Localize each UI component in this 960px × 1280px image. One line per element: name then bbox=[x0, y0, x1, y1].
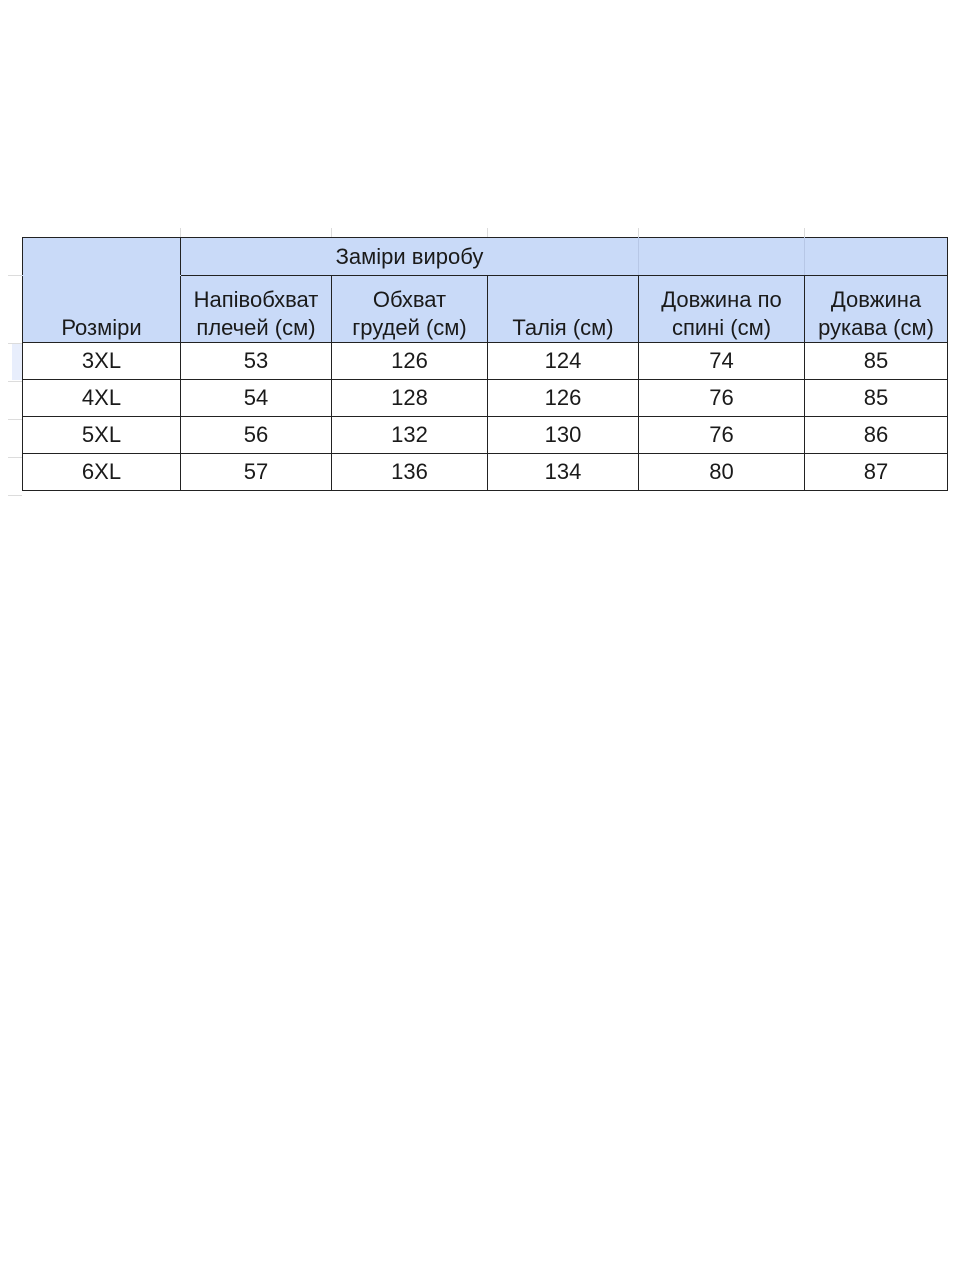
column-header-line: Талія (см) bbox=[512, 315, 614, 340]
table-cell[interactable]: 5XL bbox=[23, 417, 181, 454]
table-cell[interactable]: 87 bbox=[805, 454, 948, 491]
header-empty-cell[interactable] bbox=[639, 238, 805, 276]
table-cell[interactable]: 56 bbox=[181, 417, 332, 454]
group-header-row bbox=[23, 238, 948, 276]
column-header-line: рукава (см) bbox=[818, 315, 934, 340]
column-header-line: Довжина bbox=[830, 287, 922, 312]
table-cell[interactable]: 134 bbox=[488, 454, 639, 491]
column-header-shoulders[interactable] bbox=[181, 276, 332, 343]
table-cell[interactable]: 76 bbox=[639, 417, 805, 454]
group-header-cell[interactable] bbox=[181, 238, 639, 276]
column-header-line: Напівобхват bbox=[193, 287, 319, 312]
table-cell[interactable]: 130 bbox=[488, 417, 639, 454]
table-row bbox=[23, 417, 948, 454]
table-row bbox=[23, 454, 948, 491]
table-cell[interactable]: 80 bbox=[639, 454, 805, 491]
table-row bbox=[23, 343, 948, 380]
table-cell[interactable]: 128 bbox=[332, 380, 488, 417]
column-header-line: спині (см) bbox=[671, 315, 772, 340]
table-cell[interactable]: 53 bbox=[181, 343, 332, 380]
grid-tick bbox=[8, 495, 22, 496]
header-corner-cell[interactable] bbox=[23, 238, 181, 276]
table-cell[interactable]: 57 bbox=[181, 454, 332, 491]
header-empty-cell[interactable] bbox=[805, 238, 948, 276]
size-chart-table bbox=[22, 237, 948, 491]
column-header-sleeve-length[interactable] bbox=[805, 276, 948, 343]
column-header-back-length[interactable] bbox=[639, 276, 805, 343]
table-cell[interactable]: 76 bbox=[639, 380, 805, 417]
column-header-row bbox=[23, 276, 948, 343]
table-cell[interactable]: 3XL bbox=[23, 343, 181, 380]
column-header-line: плечей (см) bbox=[196, 315, 316, 340]
table-cell[interactable]: 85 bbox=[805, 343, 948, 380]
table-cell[interactable]: 126 bbox=[488, 380, 639, 417]
table-cell[interactable]: 136 bbox=[332, 454, 488, 491]
table-cell[interactable]: 6XL bbox=[23, 454, 181, 491]
table-cell[interactable]: 124 bbox=[488, 343, 639, 380]
column-header-line: грудей (см) bbox=[352, 315, 467, 340]
column-header-line: Розміри bbox=[61, 315, 142, 340]
selected-row-indicator bbox=[12, 344, 22, 380]
table-cell[interactable]: 132 bbox=[332, 417, 488, 454]
column-header-chest[interactable] bbox=[332, 276, 488, 343]
column-header-line: Довжина по bbox=[661, 287, 782, 312]
grid-tick bbox=[8, 381, 22, 382]
table-row bbox=[23, 380, 948, 417]
column-header-waist[interactable] bbox=[488, 276, 639, 343]
grid-tick bbox=[8, 275, 22, 276]
table-cell[interactable]: 126 bbox=[332, 343, 488, 380]
table-cell[interactable]: 86 bbox=[805, 417, 948, 454]
table-cell[interactable]: 85 bbox=[805, 380, 948, 417]
table-cell[interactable]: 54 bbox=[181, 380, 332, 417]
grid-tick bbox=[8, 457, 22, 458]
column-header-line: Обхват bbox=[372, 287, 447, 312]
grid-tick bbox=[8, 419, 22, 420]
table-cell[interactable]: 74 bbox=[639, 343, 805, 380]
group-header-label: Заміри виробу bbox=[335, 243, 484, 269]
column-header-sizes[interactable] bbox=[23, 276, 181, 343]
table-cell[interactable]: 4XL bbox=[23, 380, 181, 417]
